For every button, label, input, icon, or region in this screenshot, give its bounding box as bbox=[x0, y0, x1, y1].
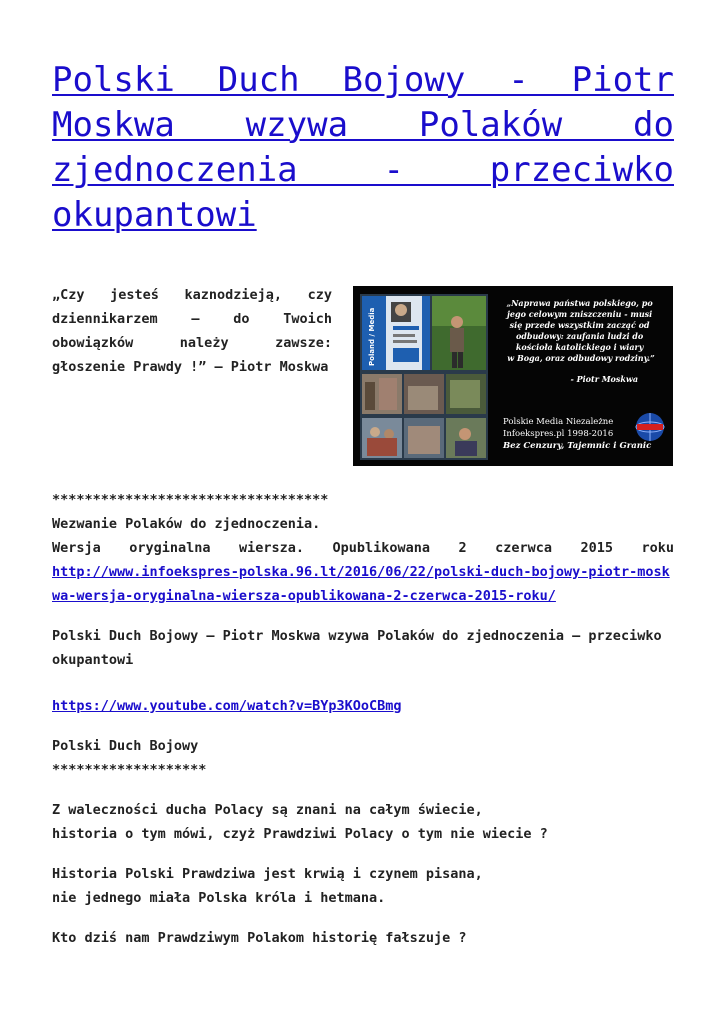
version-note: Wersja oryginalna wiersza. Opublikowana 2 czerwca 2015 roku bbox=[52, 540, 674, 556]
article-body bbox=[52, 488, 674, 950]
youtube-link[interactable]: https://www.youtube.com/watch?v=BYp3KOoCBmg bbox=[52, 698, 402, 714]
separator-long: ********************************** bbox=[52, 492, 329, 508]
globe-logo-icon bbox=[636, 413, 664, 441]
image-quote-author: - Piotr Moskwa bbox=[570, 374, 638, 384]
stanza3-line1: Kto dziś nam Prawdziwym Polakom historię fałszuje ? bbox=[52, 930, 467, 946]
image-brand-line2: Infoekspres.pl 1998-2016 bbox=[503, 429, 614, 439]
source-link[interactable]: http://www.infoekspres-polska.96.lt/2016/06/22/polski-duch-bojowy-piotr-moskwa-wersja-oryginalna-wiersza-opublikowana-2-czerwca-2015-roku/ bbox=[52, 564, 670, 604]
call-heading: Wezwanie Polaków do zjednoczenia. bbox=[52, 516, 321, 532]
side-label: Poland / Media bbox=[368, 307, 376, 366]
title-link[interactable]: Polski Duch Bojowy - Piotr Moskwa wzywa Polaków do zjednoczenia - przeciwko okupantowi bbox=[52, 60, 674, 235]
separator-short: ******************* bbox=[52, 762, 207, 778]
stanza1-line2: historia o tym mówi, czyż Prawdziwi Polacy o tym nie wiecie ? bbox=[52, 826, 548, 842]
stanza2-line2: nie jednego miała Polska króla i hetmana. bbox=[52, 890, 386, 906]
intro-quote: „Czy jesteś kaznodzieją, czy dziennikarzem – do Twoich obowiązków należy zawsze: głoszenie Prawdy !” – Piotr Moskwa bbox=[52, 287, 332, 375]
image-brand-line3: Bez Cenzury, Tajemnic i Granic bbox=[503, 441, 652, 451]
poem-title: Polski Duch Bojowy bbox=[52, 738, 199, 754]
image-quote: „Naprawa państwa polskiego, po jego celowym zniszczeniu - musi się przede wszystkim zacząć od odbudowy: zaufania ludzi do kościoła katolickiego i wiary w Boga, oraz odbudowy rodziny.” bbox=[506, 298, 655, 363]
page-title bbox=[52, 58, 674, 238]
stanza1-line1: Z waleczności ducha Polacy są znani na całym świecie, bbox=[52, 802, 483, 818]
image-brand-line1: Polskie Media Niezależne bbox=[503, 417, 614, 427]
stanza2-line1: Historia Polski Prawdziwa jest krwią i czynem pisana, bbox=[52, 866, 483, 882]
repeat-title: Polski Duch Bojowy – Piotr Moskwa wzywa Polaków do zjednoczenia – przeciwko okupantowi bbox=[52, 628, 662, 668]
article-image bbox=[353, 286, 673, 466]
